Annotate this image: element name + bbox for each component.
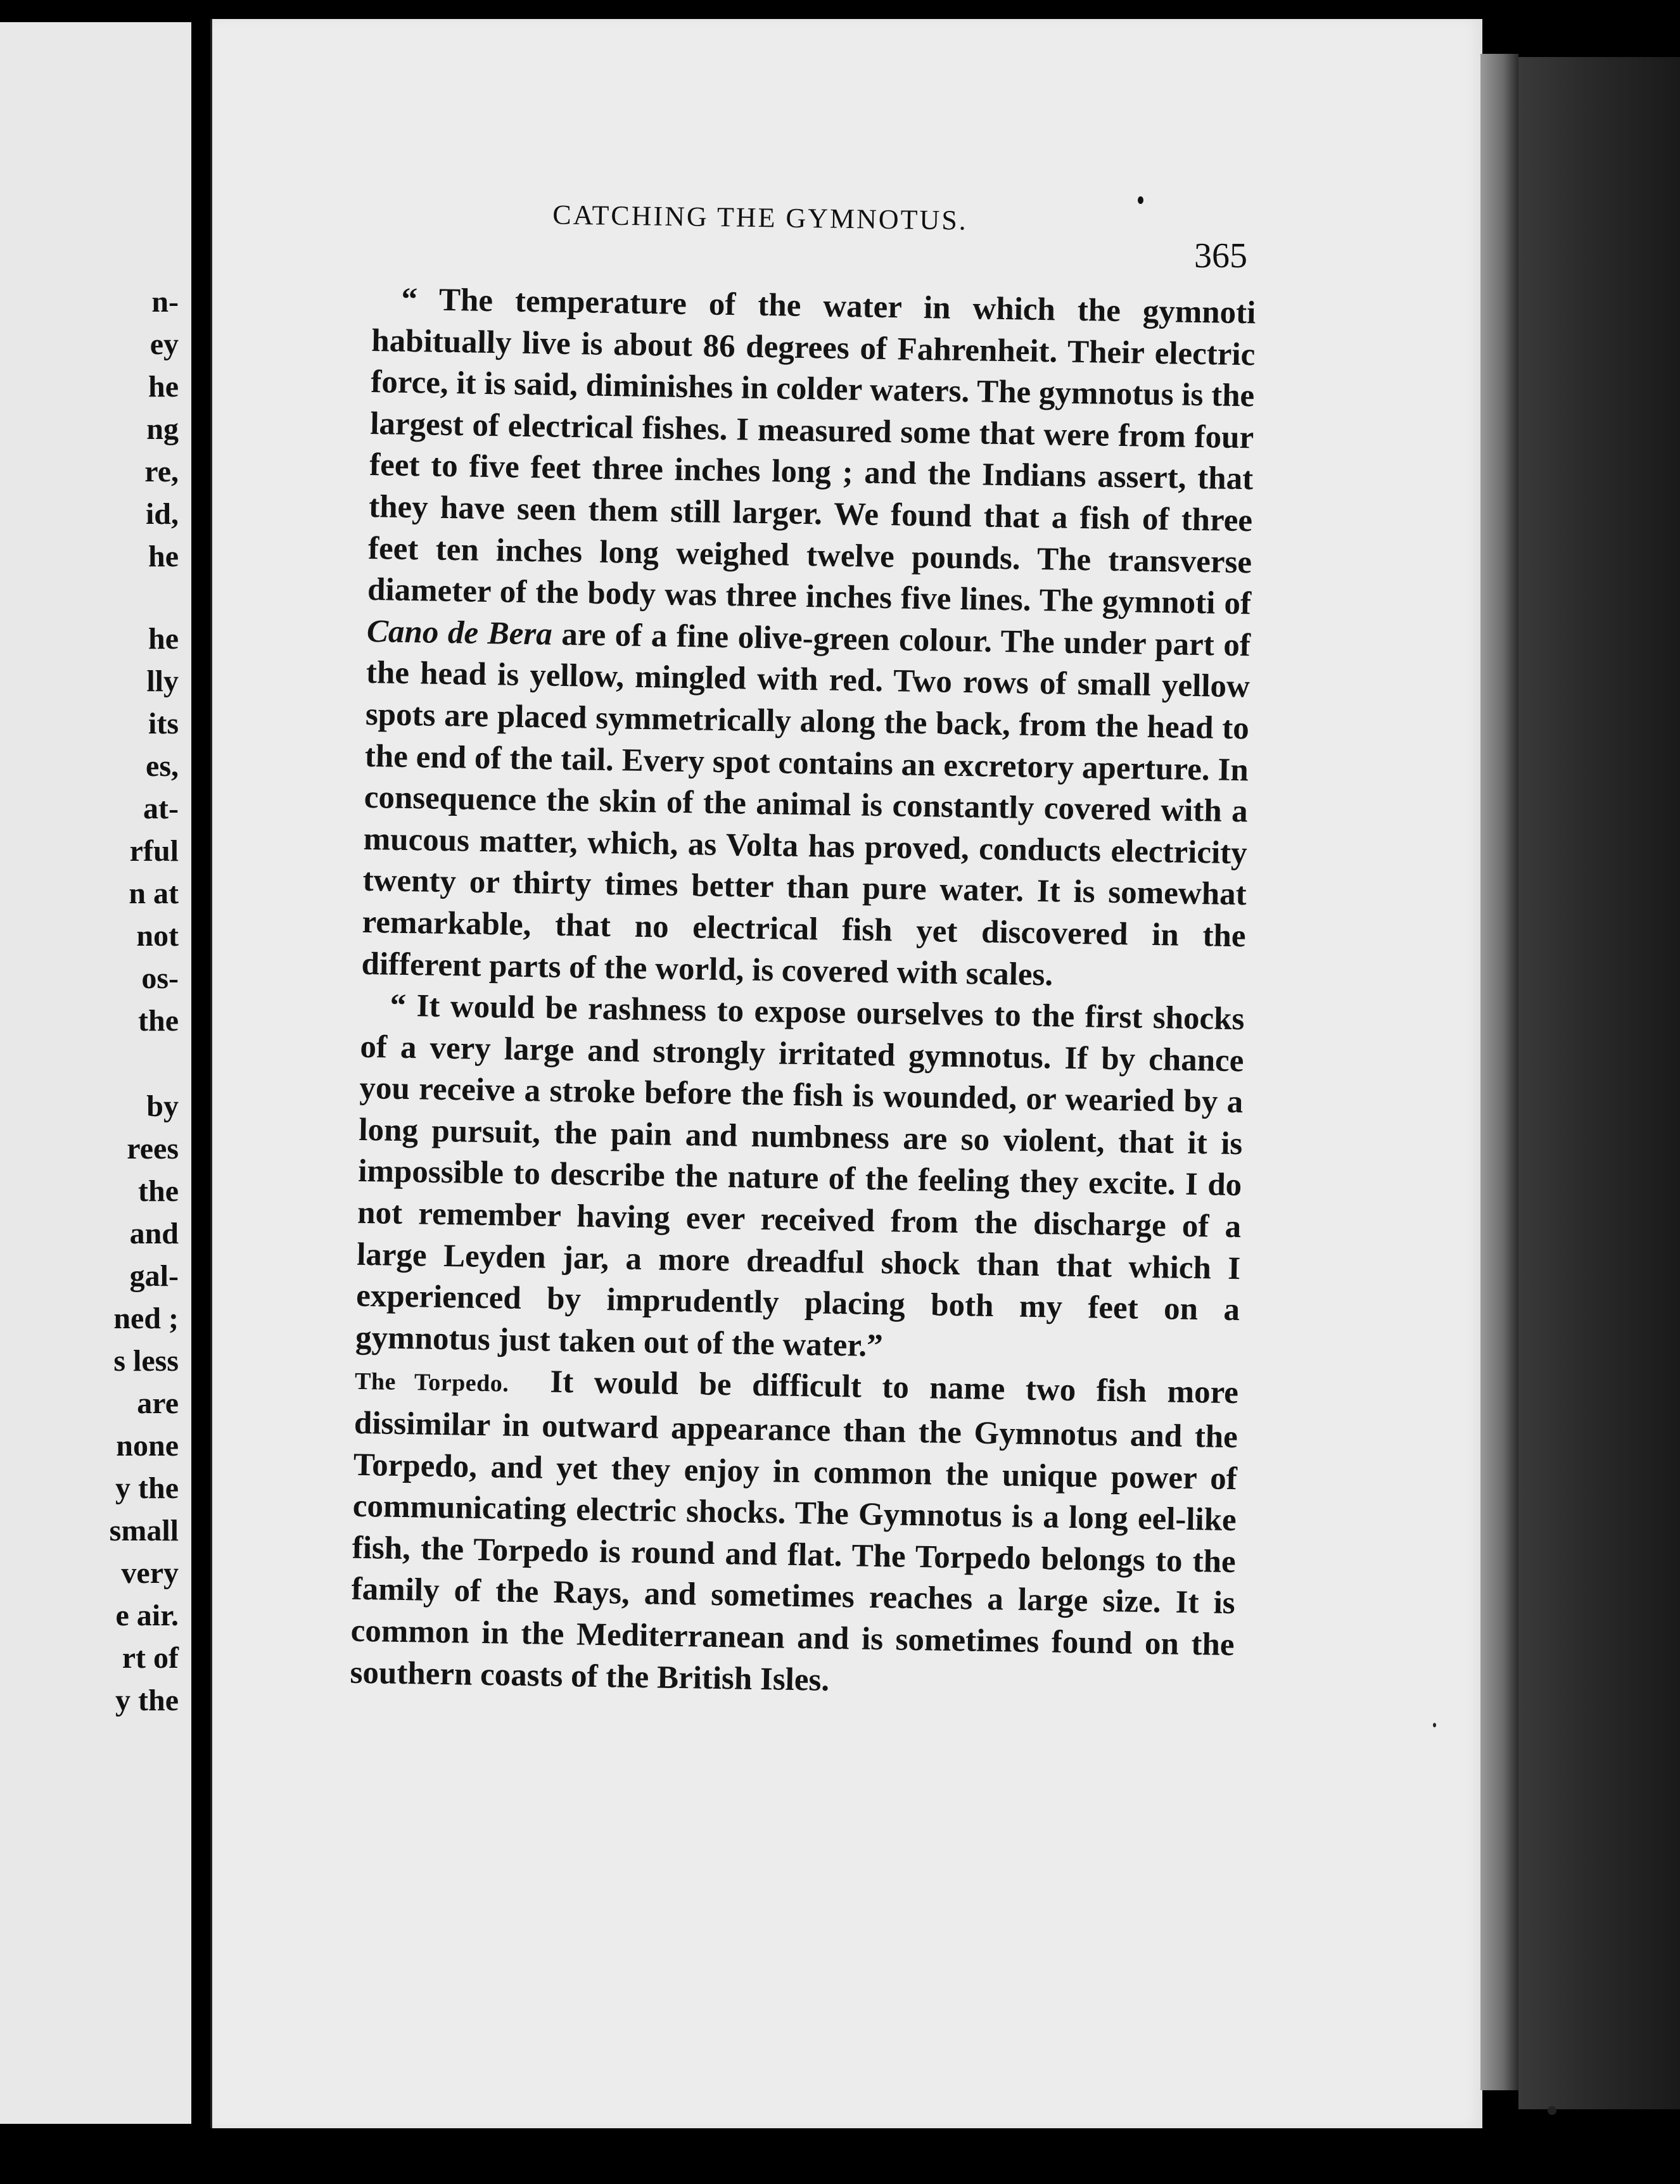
left-fragment: he — [148, 622, 179, 656]
left-fragment: he — [148, 540, 179, 573]
left-fragment: y the — [115, 1471, 179, 1505]
paragraph-text: are of a fine olive-green colour. The under part of the head is yellow, mingled with red. Two rows of small yellow spots are placed symmetrically along the back, from the head to the end of the tail. Every spot contains an excretory aperture. In consequence the skin of the animal is constantly covered with a mucous matter, which, as Volta has proved, conducts electricity twenty or thirty times better than pure water. It is somewhat remarkable, that no electrical fish yet discovered in the different parts of the world, is covered with scales. — [361, 616, 1251, 993]
page-number: 365 — [1194, 236, 1247, 276]
body-text — [350, 279, 1256, 1708]
left-fragment: gal- — [129, 1259, 179, 1293]
left-fragment: he — [148, 370, 179, 403]
left-fragment: s less — [113, 1344, 179, 1378]
paragraph-gymnotus-description — [361, 279, 1256, 999]
place-name-italic: Cano de Bera — [366, 613, 553, 652]
book-gutter — [191, 0, 210, 2184]
left-fragment: and — [129, 1217, 179, 1250]
left-fragment: very — [121, 1556, 179, 1590]
left-fragment: rees — [127, 1132, 179, 1165]
left-fragment: none — [116, 1429, 179, 1463]
paragraph-text: “ The temperature of the water in which the gymnoti habitually live is about 86 degrees of Fahrenheit. Their electric force, it is said, diminishes in colder waters. The gymnotus is the largest of electrical fishes. I measured some that were from four feet to five feet three inches long ; and the Indians assert, that they have seen them still larger. We found that a fish of three feet ten inches long weighed twelve pounds. The transverse diameter of the body was three inches five lines. The gymnoti of — [367, 281, 1256, 622]
left-fragment: at- — [143, 792, 179, 825]
left-facing-page — [0, 22, 191, 2124]
running-head: CATCHING THE GYMNOTUS. — [552, 199, 969, 236]
left-fragment: lly — [146, 664, 179, 698]
ink-speck — [1138, 196, 1143, 204]
page-edge-stack — [1480, 54, 1518, 2090]
left-fragment: y the — [115, 1684, 179, 1717]
left-fragment: re, — [144, 455, 179, 488]
ink-speck — [1548, 2106, 1556, 2115]
left-fragment: are — [137, 1387, 179, 1420]
left-fragment: e air. — [115, 1599, 179, 1632]
left-fragment: ey — [150, 327, 179, 361]
left-fragment: the — [138, 1174, 179, 1208]
paragraph-text: “ It would be rashness to expose ourselves to the first shocks of a very large and strongly irritated gymnotus. If by chance you receive a stroke before the fish is wounded, or wearied by a long pursuit, the pain and numbness are so violent, that it is impossible to describe the nature of the feeling they excite. I do not remember having ever received from the discharge of a large Leyden jar, a more dreadful shock than that which I experienced by imprudently placing both my feet on a gymnotus just taken out of the water.” — [355, 987, 1245, 1364]
left-fragment: id, — [145, 497, 179, 531]
left-fragment: the — [138, 1004, 179, 1038]
paragraph-torpedo — [350, 1359, 1238, 1708]
left-fragment: es, — [146, 749, 179, 783]
left-fragment: os- — [141, 962, 179, 995]
left-fragment: ng — [146, 412, 179, 446]
left-fragment: rt of — [122, 1641, 179, 1675]
left-fragment: n- — [151, 285, 179, 319]
left-fragment: n at — [129, 877, 179, 910]
left-fragment: ned ; — [113, 1302, 179, 1335]
left-fragment: not — [136, 919, 179, 953]
left-fragment: small — [109, 1514, 179, 1547]
left-fragment: by — [146, 1089, 179, 1123]
left-fragment: rful — [129, 834, 179, 868]
sidehead-torpedo: The Torpedo. — [354, 1368, 509, 1398]
paragraph-text: It would be difficult to name two fish more dissimilar in outward appearance than the Gymnotus and the Torpedo, and yet they enjoy in common the unique power of communicating electric shocks. The Gymnotus is a long eel-like fish, the Torpedo is round and flat. The Torpedo belongs to the family of the Rays, and sometimes reaches a large size. It is common in the Mediterranean and is sometimes found on the southern coasts of the British Isles. — [350, 1364, 1239, 1698]
book-cover-edge — [1518, 57, 1680, 2109]
ink-speck — [1433, 1723, 1436, 1727]
paragraph-shock-account — [355, 985, 1245, 1373]
left-fragment: its — [148, 707, 179, 740]
